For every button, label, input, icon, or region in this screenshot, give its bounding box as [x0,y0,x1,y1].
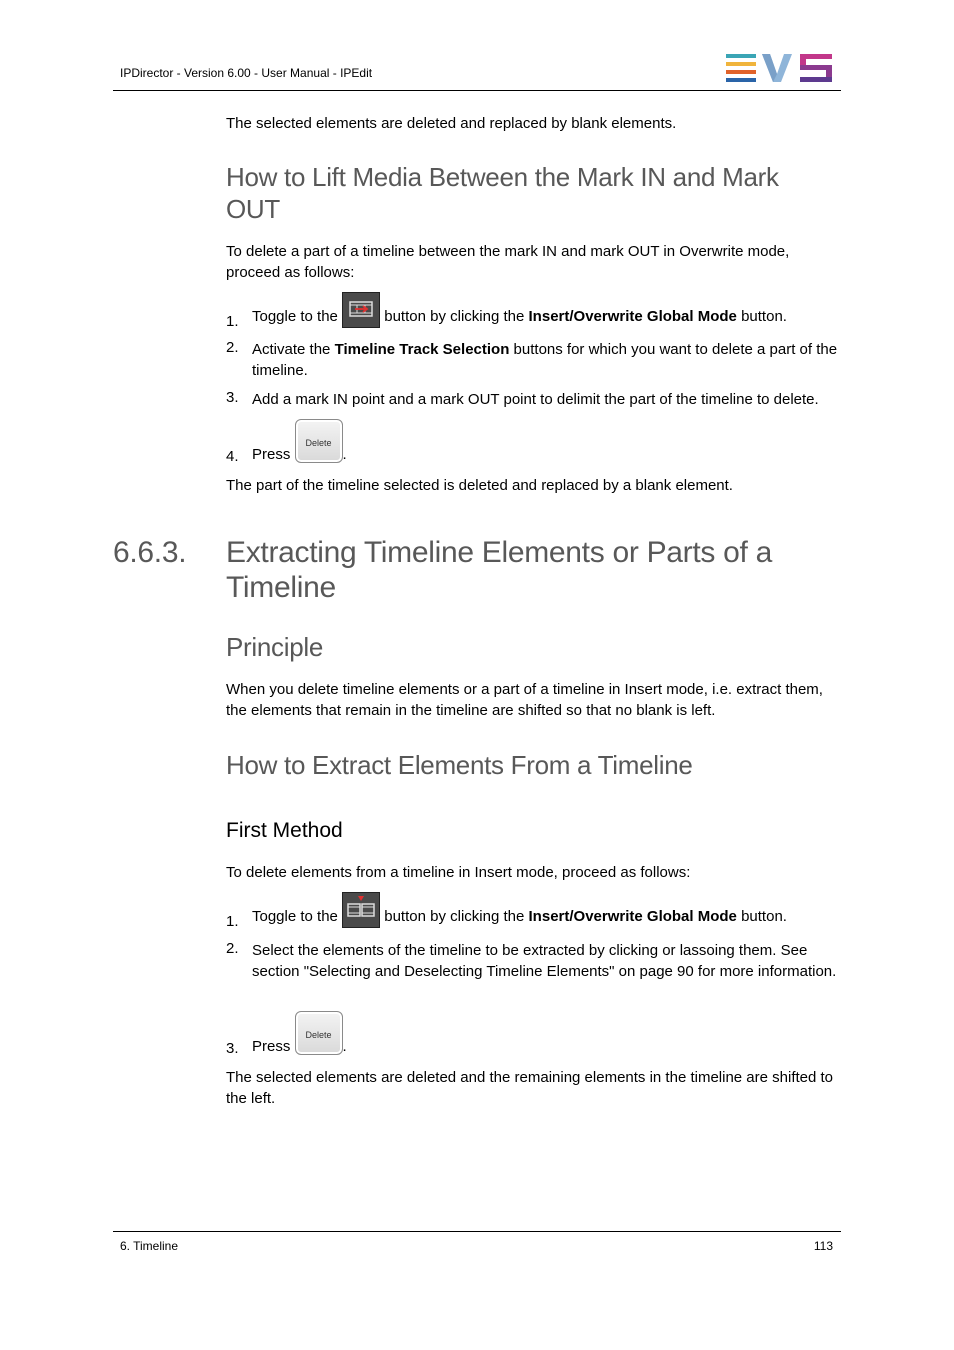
lift-step-4-number: 4. [226,448,239,465]
delete-button-image [295,419,343,463]
extract-step-1-number: 1. [226,913,239,930]
extract-step-2-number: 2. [226,940,239,957]
lift-step-3: Add a mark IN point and a mark OUT point to delimit the part of the timeline to delete. [252,391,819,408]
lift-step-1 [252,292,842,328]
lift-step-3-number: 3. [226,389,239,406]
delete-button-label: Delete [305,1030,332,1040]
footer-rule [113,1231,841,1232]
lift-step-4-pre: Press [252,446,291,463]
extract-intro: To delete elements from a timeline in Insert mode, proceed as follows: [226,864,691,881]
footer-chapter: 6. Timeline [120,1239,179,1253]
lift-step-2-number: 2. [226,339,239,356]
extract-step-1 [252,892,842,928]
extract-step-1-mid: button by clicking the [384,908,525,925]
lift-step-2-pre: Activate the [252,341,331,358]
evs-logo [726,54,834,82]
lift-step-4-post: . [342,446,347,463]
delete-button-image [295,1011,343,1055]
extract-step-1-post: button. [741,908,787,925]
lift-step-1-mid: button by clicking the [384,308,525,325]
lift-step-2 [252,339,842,381]
lift-step-2-bold: Timeline Track Selection [334,341,510,358]
header-title: IPDirector - Version 6.00 - User Manual - IPEdit [120,66,373,80]
lift-step-4 [252,419,842,465]
overwrite-mode-icon [342,292,380,328]
principle-text: When you delete timeline elements or a part of a timeline in Insert mode, i.e. extract them, the elements that remain in the timeline are shifted so that no blank is left. [226,681,823,719]
intro-text: The selected elements are deleted and replaced by blank elements. [226,115,677,132]
lift-step-1-post: button. [741,308,787,325]
first-method-heading: First Method [226,819,343,842]
header-rule [113,90,841,91]
lift-step-1-pre: Toggle to the [252,308,338,325]
lift-result: The part of the timeline selected is deleted and replaced by a blank element. [226,477,733,494]
extract-step-3 [252,1011,842,1057]
section-number: 6.6.3. [113,536,187,569]
lift-step-2-post: buttons for which you want to delete a part of the timeline. [252,341,838,379]
section-title: Extracting Timeline Elements or Parts of a Timeline [226,536,772,604]
extract-step-2: Select the elements of the timeline to be extracted by clicking or lassoing them. See section "Selecting and Deselecting Timeline Elements" on page 90 for more information. [252,942,837,980]
extract-heading: How to Extract Elements From a Timeline [226,750,693,780]
insert-mode-icon [342,892,380,928]
extract-step-3-pre: Press [252,1038,291,1055]
extract-step-1-bold: Insert/Overwrite Global Mode [528,908,737,925]
lift-step-1-bold: Insert/Overwrite Global Mode [528,308,737,325]
extract-step-3-number: 3. [226,1040,239,1057]
extract-result: The selected elements are deleted and the remaining elements in the timeline are shifted to the left. [226,1069,834,1107]
footer-page-number: 113 [813,1239,833,1253]
principle-heading: Principle [226,632,324,662]
lift-intro: To delete a part of a timeline between the mark IN and mark OUT in Overwrite mode, proceed as follows: [226,243,790,281]
extract-step-3-post: . [342,1038,347,1055]
lift-heading: How to Lift Media Between the Mark IN and Mark OUT [226,162,779,224]
delete-button-label: Delete [305,438,332,448]
lift-step-1-number: 1. [226,313,239,330]
extract-step-1-pre: Toggle to the [252,908,338,925]
